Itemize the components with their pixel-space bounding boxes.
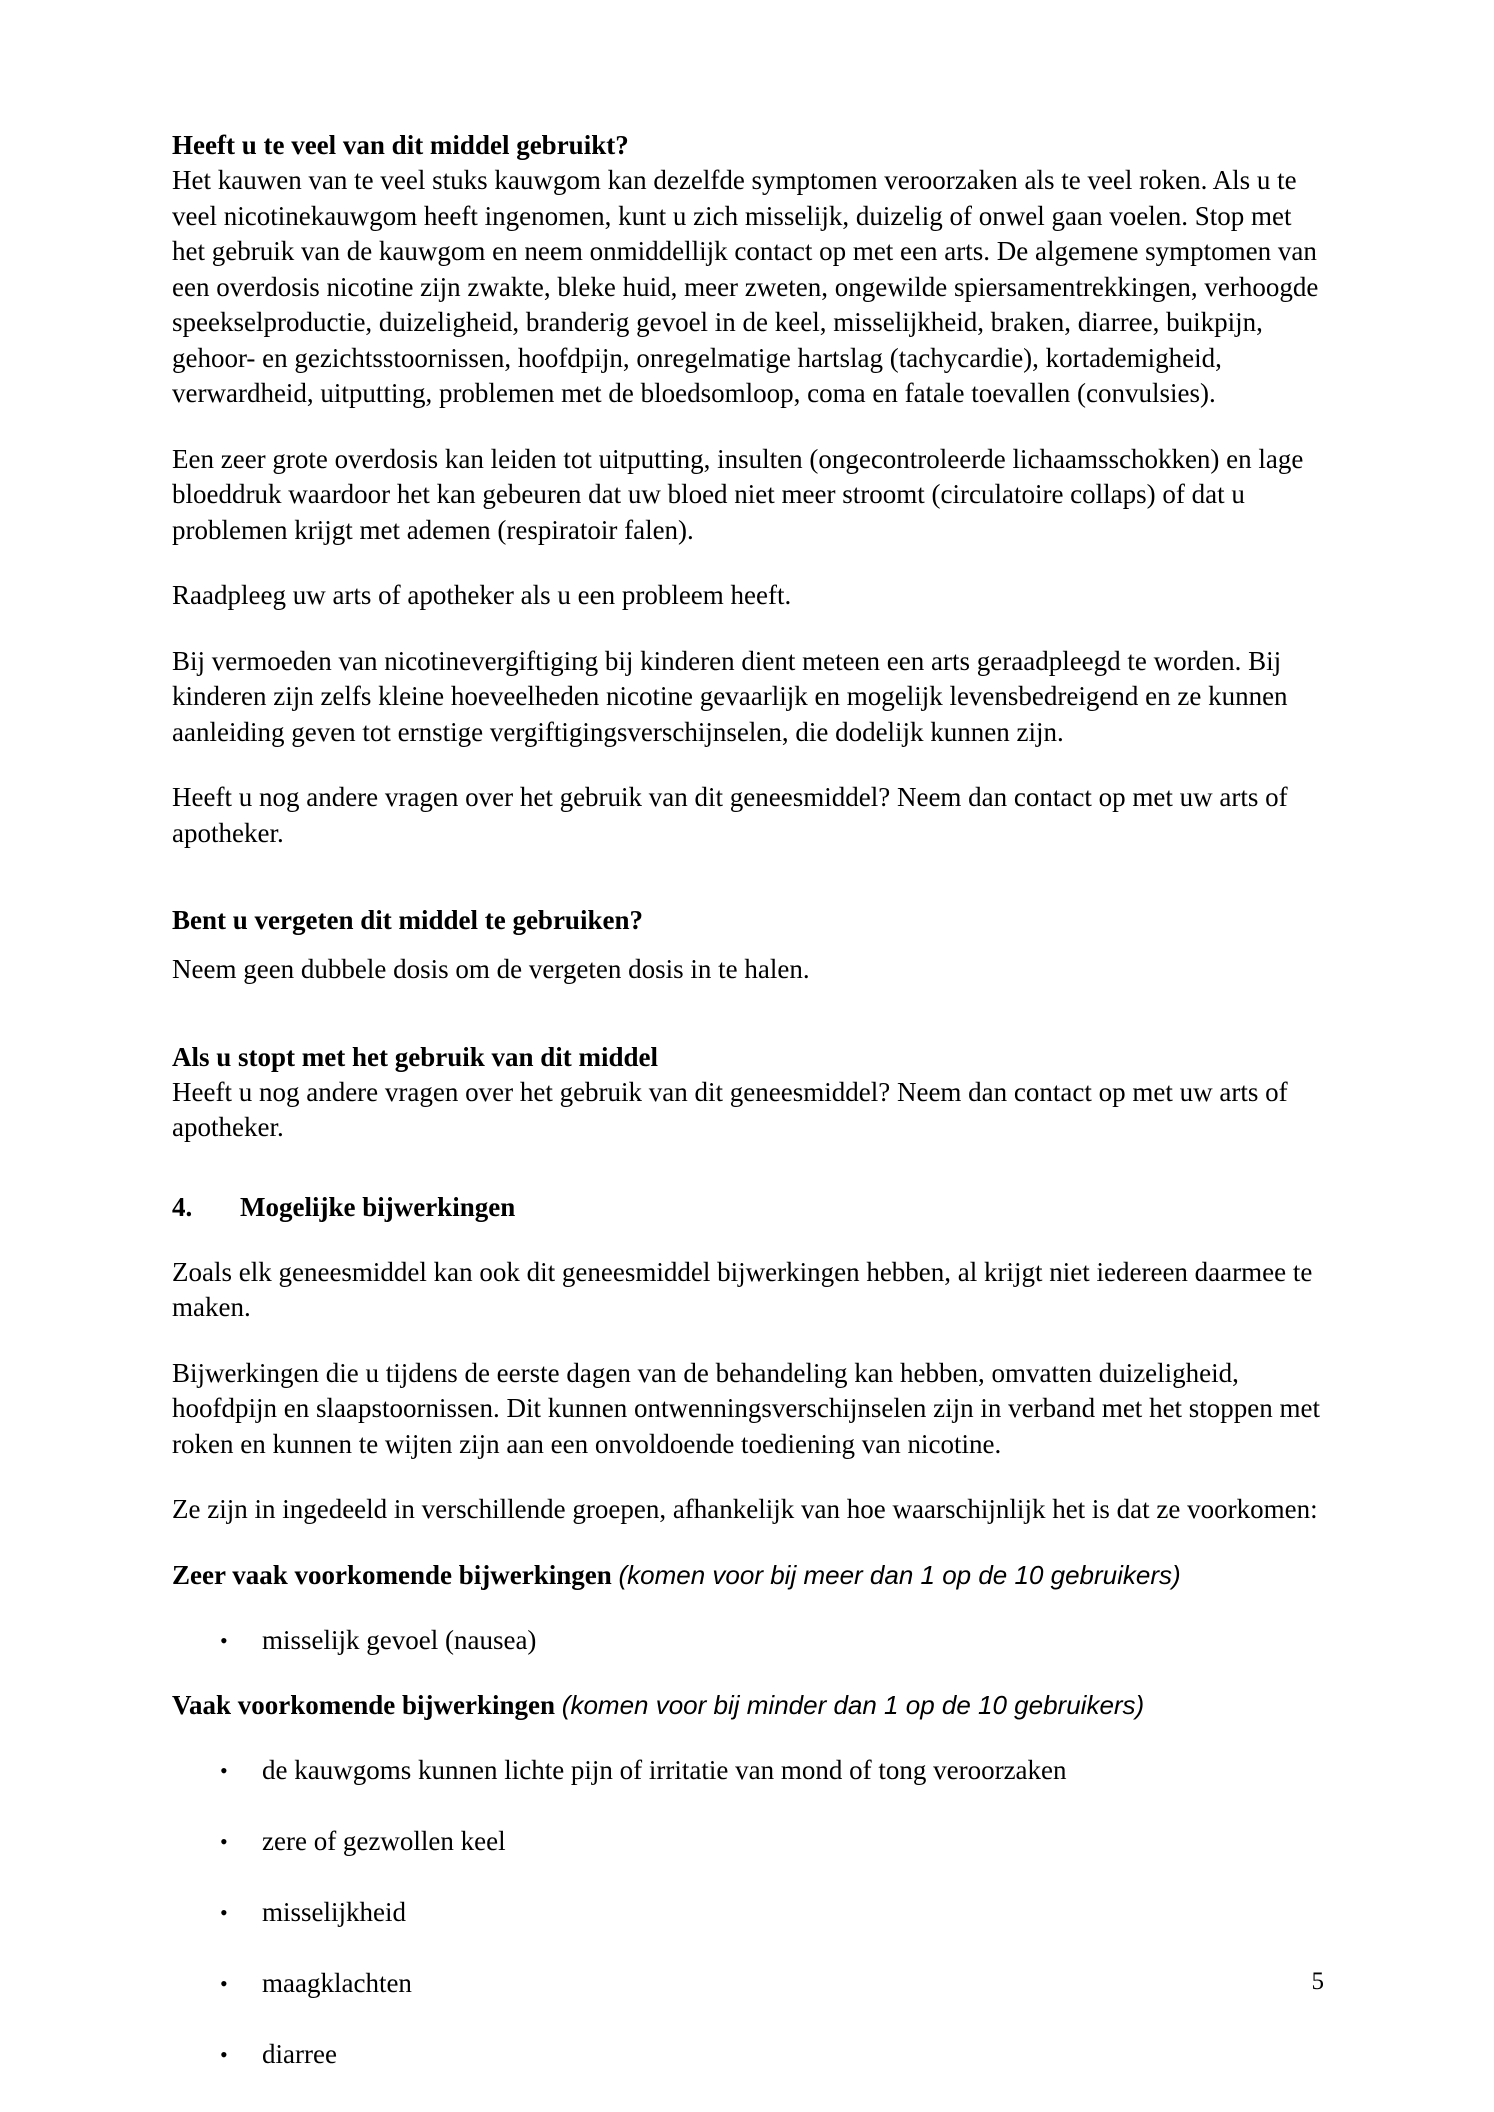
frequency-heading-common: [172, 1688, 1324, 1723]
paragraph-more-questions-2: Heeft u nog andere vragen over het gebruik van dit geneesmiddel? Neem dan contact op met uw arts of apotheker.: [172, 1076, 1288, 1142]
heading-forgotten-dose: Bent u vergeten dit middel te gebruiken?: [172, 905, 643, 935]
paragraph-overdose-symptoms: Het kauwen van te veel stuks kauwgom kan dezelfde symptomen veroorzaken als te veel roken. Als u te veel nicotinekauwgom heeft ingenomen, kunt u zich misselijk, duizelig of onwel gaan voelen. Stop met het gebruik van de kauwgom en neem onmiddellijk contact op met een arts. De algemene symptomen van een overdosis nicotine zijn zwakte, bleke huid, meer zweten, ongewilde spiersamentrekkingen, verhoogde speekselproductie, duizeligheid, branderig gevoel in de keel, misselijkheid, braken, diarree, buikpijn, gehoor- en gezichtsstoornissen, hoofdpijn, onregelmatige hartslag (tachycardie), kortademigheid, verwardheid, uitputting, problemen met de bloedsomloop, coma en fatale toevallen (convulsies).: [172, 165, 1319, 408]
list-item: [172, 2037, 1324, 2072]
bullet-icon: •: [220, 1757, 228, 1783]
paragraph-grouping: Ze zijn in ingedeeld in verschillende groepen, afhankelijk van hoe waarschijnlijk het is dat ze voorkomen:: [172, 1494, 1318, 1524]
paragraph-more-questions-1: Heeft u nog andere vragen over het gebruik van dit geneesmiddel? Neem dan contact op met uw arts of apotheker.: [172, 782, 1288, 848]
spacer: [172, 1225, 1324, 1255]
spacer: [172, 1146, 1324, 1190]
list-common-side-effects: [172, 1753, 1324, 2072]
bullet-icon: •: [220, 1828, 228, 1854]
spacer: [172, 750, 1324, 780]
spacer: [172, 1528, 1324, 1558]
list-item-label: zere of gezwollen keel: [262, 1825, 506, 1856]
list-item: [172, 1824, 1324, 1859]
spacer: [172, 548, 1324, 578]
spacer: [172, 614, 1324, 644]
spacer: [172, 1326, 1324, 1356]
paragraph-children-poisoning: Bij vermoeden van nicotinevergiftiging bij kinderen dient meteen een arts geraadpleegd te worden. Bij kinderen zijn zelfs kleine hoeveelheden nicotine gevaarlijk en mogelijk levensbedreigend en ze kunnen aanleiding geven tot ernstige vergiftigingsverschijnselen, die dodelijk kunnen zijn.: [172, 645, 1288, 747]
page-number: 5: [1311, 1968, 1324, 1995]
list-item-label: maagklachten: [262, 1967, 412, 1998]
paragraph-first-days: Bijwerkingen die u tijdens de eerste dagen van de behandeling kan hebben, omvatten duizeligheid, hoofdpijn en slaapstoornissen. Dit kunnen ontwenningsverschijnselen zijn in verband met het stoppen met roken en kunnen te wijten zijn aan een onvoldoende toediening van nicotine.: [172, 1357, 1321, 1459]
section-title: Mogelijke bijwerkingen: [240, 1191, 516, 1222]
paragraph-forgotten-dose: Neem geen dubbele dosis om de vergeten dosis in te halen.: [172, 954, 810, 984]
section-number: 4.: [172, 1191, 193, 1222]
list-item: [172, 1895, 1324, 1930]
spacer: [172, 1658, 1324, 1688]
spacer: [172, 938, 1324, 952]
list-item-label: de kauwgoms kunnen lichte pijn of irritatie van mond of tong veroorzaken: [262, 1754, 1067, 1785]
frequency-label-very-common: Zeer vaak voorkomende bijwerkingen: [172, 1559, 612, 1590]
bullet-icon: •: [220, 2041, 228, 2067]
frequency-heading-very-common: [172, 1558, 1324, 1593]
list-very-common-side-effects: [172, 1623, 1324, 1658]
bullet-icon: •: [220, 1627, 228, 1653]
spacer: [172, 1462, 1324, 1492]
frequency-label-common: Vaak voorkomende bijwerkingen: [172, 1689, 556, 1720]
list-item: [172, 1966, 1324, 2001]
paragraph-side-effects-intro: Zoals elk geneesmiddel kan ook dit geneesmiddel bijwerkingen hebben, al krijgt niet iedereen daarmee te maken.: [172, 1256, 1313, 1322]
heading-stopping-use: Als u stopt met het gebruik van dit middel: [172, 1041, 659, 1072]
list-item: [172, 1753, 1324, 1788]
frequency-qualifier-very-common: (komen voor bij meer dan 1 op de 10 gebruikers): [618, 1559, 1181, 1590]
frequency-qualifier-common: (komen voor bij minder dan 1 op de 10 gebruikers): [561, 1689, 1145, 1720]
spacer: [172, 851, 1324, 903]
bullet-icon: •: [220, 1899, 228, 1925]
paragraph-large-overdose: Een zeer grote overdosis kan leiden tot uitputting, insulten (ongecontroleerde lichaamsschokken) en lage bloeddruk waardoor het kan gebeuren dat uw bloed niet meer stroomt (circulatoire collaps) of dat u problemen krijgt met ademen (respiratoir falen).: [172, 443, 1304, 545]
list-item-label: diarree: [262, 2038, 337, 2069]
heading-section-4: [172, 1190, 1324, 1225]
list-item-label: misselijkheid: [262, 1896, 406, 1927]
list-item-label: misselijk gevoel (nausea): [262, 1624, 537, 1655]
spacer: [172, 412, 1324, 442]
bullet-icon: •: [220, 1970, 228, 1996]
heading-overdose: Heeft u te veel van dit middel gebruikt?: [172, 130, 629, 160]
list-item: [172, 1623, 1324, 1658]
page-content: [172, 128, 1324, 2072]
spacer: [172, 988, 1324, 1040]
paragraph-consult-doctor: Raadpleeg uw arts of apotheker als u een probleem heeft.: [172, 580, 792, 610]
